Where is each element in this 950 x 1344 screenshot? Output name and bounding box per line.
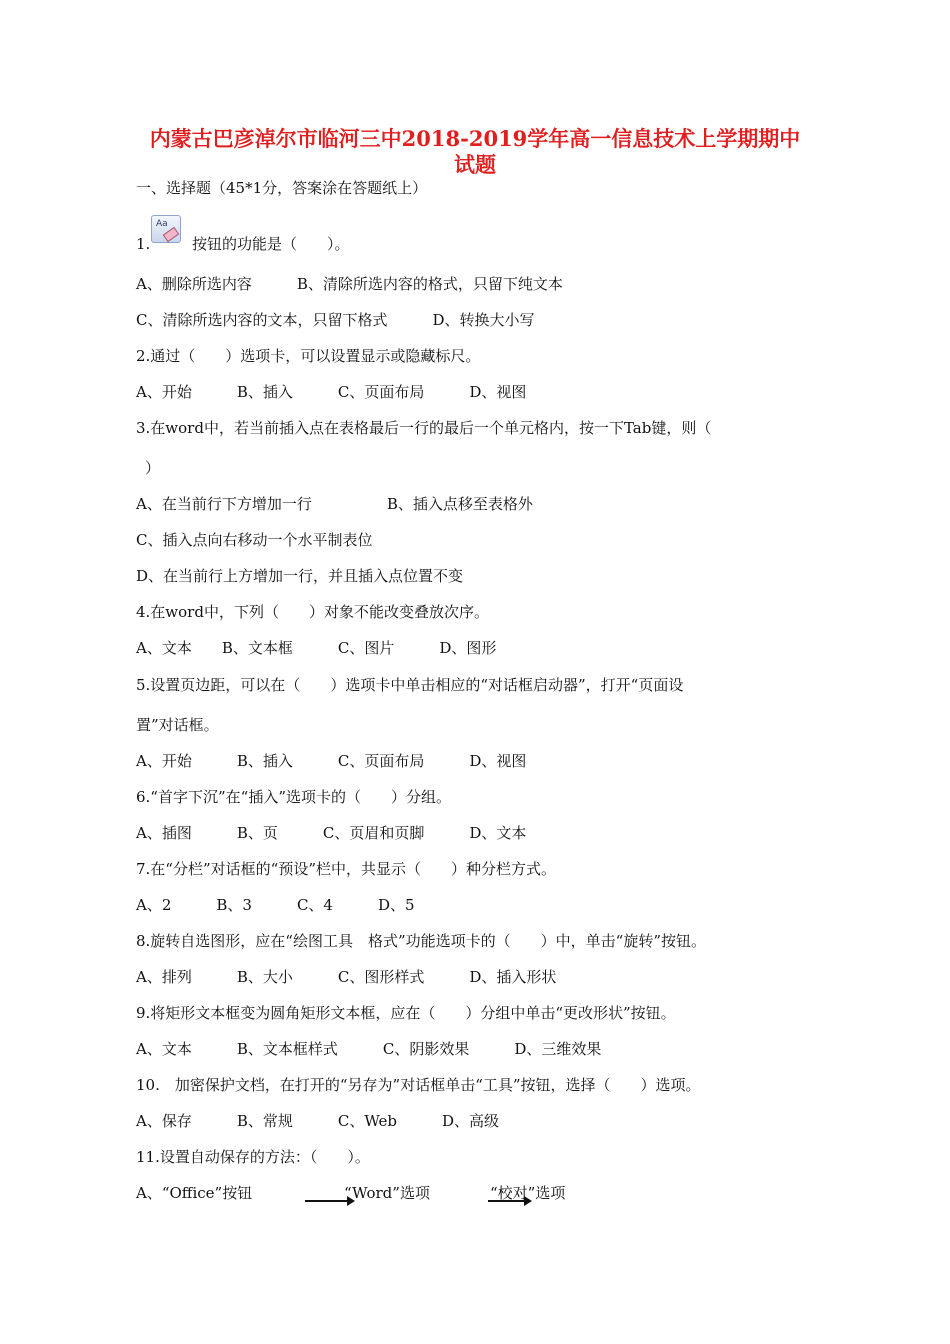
q7-text: 7.在“分栏”对话框的“预设”栏中，共显示（ ）种分栏方式。 [136,860,556,878]
q3-options-ab: A、在当前行下方增加一行 B、插入点移至表格外 [136,495,533,513]
q9-options: A、文本 B、文本框样式 C、阴影效果 D、三维效果 [136,1040,602,1058]
q5-options: A、开始 B、插入 C、页面布局 D、视图 [136,752,527,770]
q8-text: 8.旋转自选图形，应在“绘图工具 格式”功能选项卡的（ ）中，单击“旋转”按钮。 [136,932,706,950]
q8-options: A、排列 B、大小 C、图形样式 D、插入形状 [136,968,557,986]
q1-number: 1. [136,235,151,253]
q3-text-cont: ） [145,459,161,477]
q1-options-cd: C、清除所选内容的文本，只留下格式 D、转换大小写 [136,311,535,329]
q5-text: 5.设置页边距，可以在（ ）选项卡中单击相应的“对话框启动器”，打开“页面设 [136,676,684,694]
q6-options: A、插图 B、页 C、页眉和页脚 D、文本 [136,824,527,842]
q3-option-d: D、在当前行上方增加一行，并且插入点位置不变 [136,567,464,585]
q1-options-ab: A、删除所选内容 B、清除所选内容的格式，只留下纯文本 [136,275,563,293]
q11-option-a-part2: “Word”选项 [344,1184,430,1202]
page-title-line2: 试题 [454,152,496,177]
q5-text-cont: 置”对话框。 [136,716,219,734]
q2-text: 2.通过（ ）选项卡，可以设置显示或隐藏标尺。 [136,347,481,365]
q11-text: 11.设置自动保存的方法：（ ）。 [136,1148,370,1166]
q9-text: 9.将矩形文本框变为圆角矩形文本框，应在（ ）分组中单击“更改形状”按钮。 [136,1004,676,1022]
section-heading: 一、选择题（45*1分，答案涂在答题纸上） [136,179,428,197]
aa-glyph: Aa [156,219,168,229]
q10-text: 10. 加密保护文档，在打开的“另存为”对话框单击“工具”按钮，选择（ ）选项。 [136,1076,701,1094]
q2-options: A、开始 B、插入 C、页面布局 D、视图 [136,383,527,401]
q6-text: 6.“首字下沉”在“插入”选项卡的（ ）分组。 [136,788,451,806]
q3-text: 3.在word中，若当前插入点在表格最后一行的最后一个单元格内，按一下Tab键，则（ [136,419,712,437]
eraser-glyph [163,227,180,242]
q7-options: A、2 B、3 C、4 D、5 [136,896,415,914]
q11-option-a-part3: “校对”选项 [490,1184,566,1202]
q3-option-c: C、插入点向右移动一个水平制表位 [136,531,373,549]
clear-formatting-icon [151,215,181,243]
q10-options: A、保存 B、常规 C、Web D、高级 [136,1112,500,1130]
q11-option-a-part1: A、“Office”按钮 [136,1184,253,1202]
q4-options: A、文本 B、文本框 C、图片 D、图形 [136,639,497,657]
q1-text: 按钮的功能是（ ）。 [192,235,350,253]
q4-text: 4.在word中，下列（ ）对象不能改变叠放次序。 [136,603,489,621]
page-title-line1: 内蒙古巴彦淖尔市临河三中2018-2019学年高一信息技术上学期期中 [149,126,801,151]
